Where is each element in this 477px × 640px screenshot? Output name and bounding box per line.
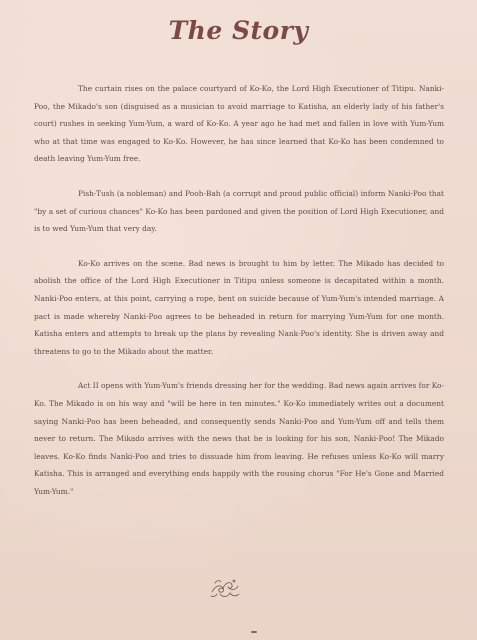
story-paragraph-1: The curtain rises on the palace courtyard of Ko-Ko, the Lord High Executioner of Titipu. Nanki-Poo, the Mikado's son (disguised as a musician to avoid marriage to Katisha, an elderly lady of his father's court) rushes in seeking Yum-Yum, a ward of Ko-Ko. A year ago he had met and fallen in love with Yum-Yum who at that time was engaged to Ko-Ko. However, he has since learned that Ko-Ko has been condemned to death leaving Yum-Yum free. bbox=[34, 84, 444, 164]
story-text bbox=[34, 80, 444, 517]
paper-speck bbox=[251, 631, 257, 633]
story-paragraph-2: Pish-Tush (a nobleman) and Pooh-Bah (a corrupt and proud public official) inform Nanki-Poo that "by a set of curious chances" Ko-Ko has been pardoned and given the position of Lord High Executioner, and is to wed Yum-Yum that very day. bbox=[34, 188, 444, 234]
page-title: The Story bbox=[168, 16, 309, 45]
story-paragraph-4: Act II opens with Yum-Yum's friends dressing her for the wedding. Bad news again arrives for Ko-Ko. The Mikado is on his way and "will be here in ten minutes." Ko-Ko immediately writes out a document saying Nanki-Poo has been beheaded, and consequently sends Nanki-Poo and Yum-Yum off and tells them never to return. The Mikado arrives with the news that he is looking for his son, Nanki-Poo! The Mikado leaves. Ko-Ko finds Nanki-Poo and tries to dissuade him from leaving. He refuses unless Ko-Ko will marry Katisha. This is arranged and everything ends happily with the rousing chorus "For He's Gone and Married Yum-Yum." bbox=[34, 381, 444, 496]
story-paragraph-3: Ko-Ko arrives on the scene. Bad news is brought to him by letter. The Mikado has decided to abolish the office of the Lord High Executioner in Titipu unless someone is decapitated within a month. Nanki-Poo enters, at this point, carrying a rope, bent on suicide because of Yum-Yum's intended marriage. A pact is made whereby Nanki-Poo agrees to be beheaded in return for marrying Yum-Yum for one month. Katisha enters and attempts to break up the plans by revealing Nank-Poo's identity. She is driven away and threatens to go to the Mikado about the matter. bbox=[34, 258, 444, 356]
flourish-ornament-icon bbox=[206, 572, 246, 602]
